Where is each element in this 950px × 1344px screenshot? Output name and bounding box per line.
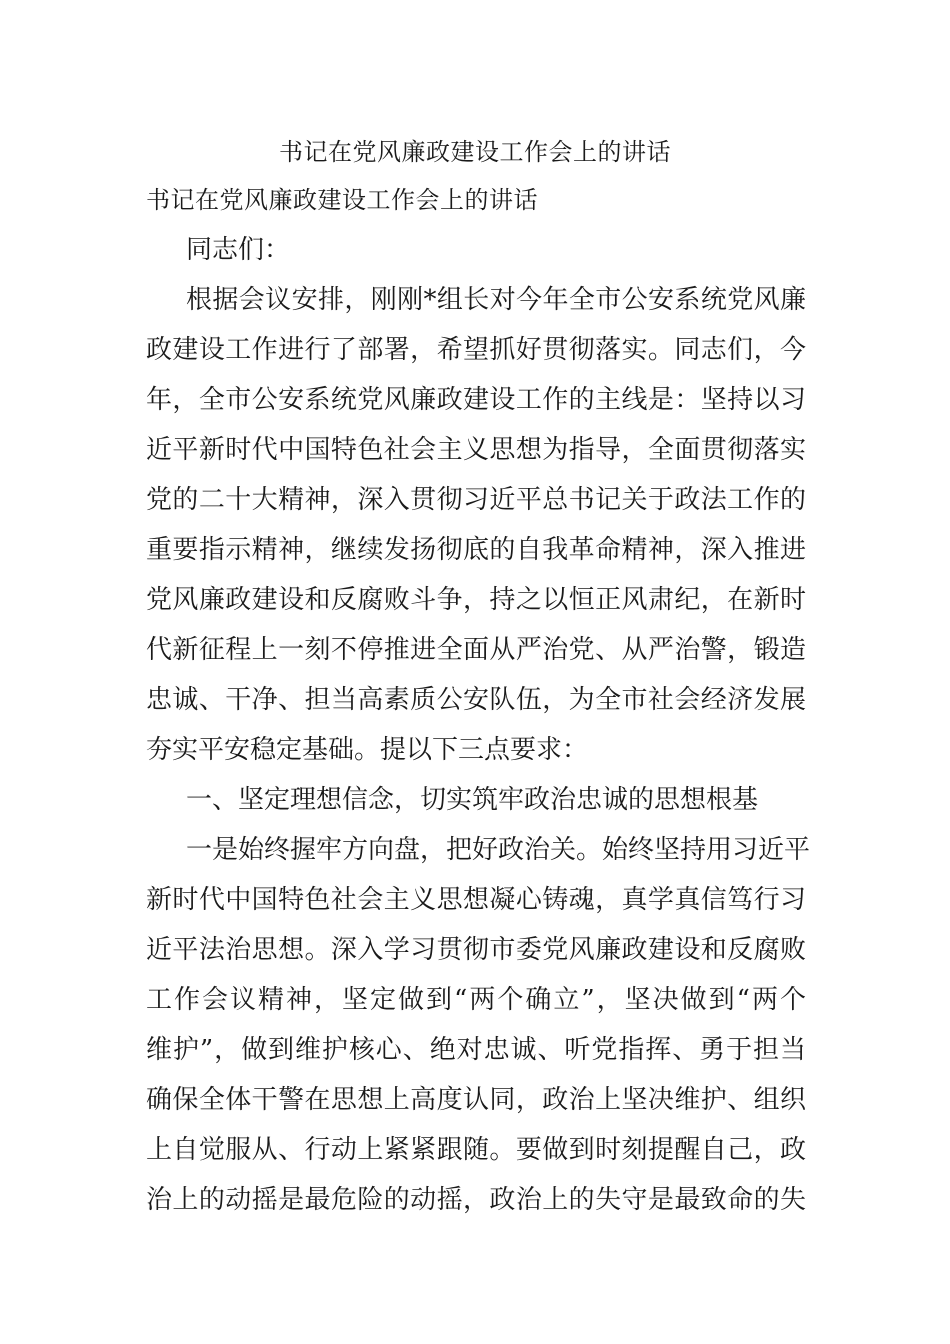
paragraph-1-line-10: 夯实平安稳定基础。提以下三点要求： [146,735,589,765]
paragraph-2-line-7: 上自觉服从、行动上紧紧跟随。要做到时刻提醒自己，政 [146,1135,806,1165]
paragraph-1-line-1: 根据会议安排，刚刚*组长对今年全市公安系统党风廉 [186,285,806,315]
paragraph-1-line-7: 党风廉政建设和反腐败斗争，持之以恒正风肃纪，在新时 [146,585,806,615]
document-title: 书记在党风廉政建设工作会上的讲话 [279,138,671,166]
paragraph-1-line-8: 代新征程上一刻不停推进全面从严治党、从严治警，锻造 [146,635,806,665]
paragraph-2-line-4: 工作会议精神，坚定做到“两个确立”，坚决做到“两个 [146,985,806,1015]
paragraph-2-line-8: 治上的动摇是最危险的动摇，政治上的失守是最致命的失 [146,1185,806,1215]
paragraph-2-line-2: 新时代中国特色社会主义思想凝心铸魂，真学真信笃行习 [146,885,806,915]
paragraph-2-line-6: 确保全体干警在思想上高度认同，政治上坚决维护、组织 [146,1085,806,1115]
document-subtitle: 书记在党风廉政建设工作会上的讲话 [146,186,538,214]
paragraph-1-line-9: 忠诚、干净、担当高素质公安队伍，为全市社会经济发展 [146,685,806,715]
paragraph-2-line-5: 维护”，做到维护核心、绝对忠诚、听党指挥、勇于担当 [146,1035,806,1065]
paragraph-1-line-4: 近平新时代中国特色社会主义思想为指导，全面贯彻落实 [146,435,806,465]
greeting-line: 同志们： [186,235,291,265]
paragraph-1-line-2: 政建设工作进行了部署，希望抓好贯彻落实。同志们，今 [146,335,806,365]
paragraph-1-line-3: 年，全市公安系统党风廉政建设工作的主线是：坚持以习 [146,385,806,415]
paragraph-2-line-1: 一是始终握牢方向盘，把好政治关。始终坚持用习近平 [186,835,811,865]
paragraph-1-line-6: 重要指示精神，继续发扬彻底的自我革命精神，深入推进 [146,535,806,565]
section-heading-1: 一、坚定理想信念，切实筑牢政治忠诚的思想根基 [186,785,759,815]
paragraph-1-line-5: 党的二十大精神，深入贯彻习近平总书记关于政法工作的 [146,485,806,515]
paragraph-2-line-3: 近平法治思想。深入学习贯彻市委党风廉政建设和反腐败 [146,935,806,965]
